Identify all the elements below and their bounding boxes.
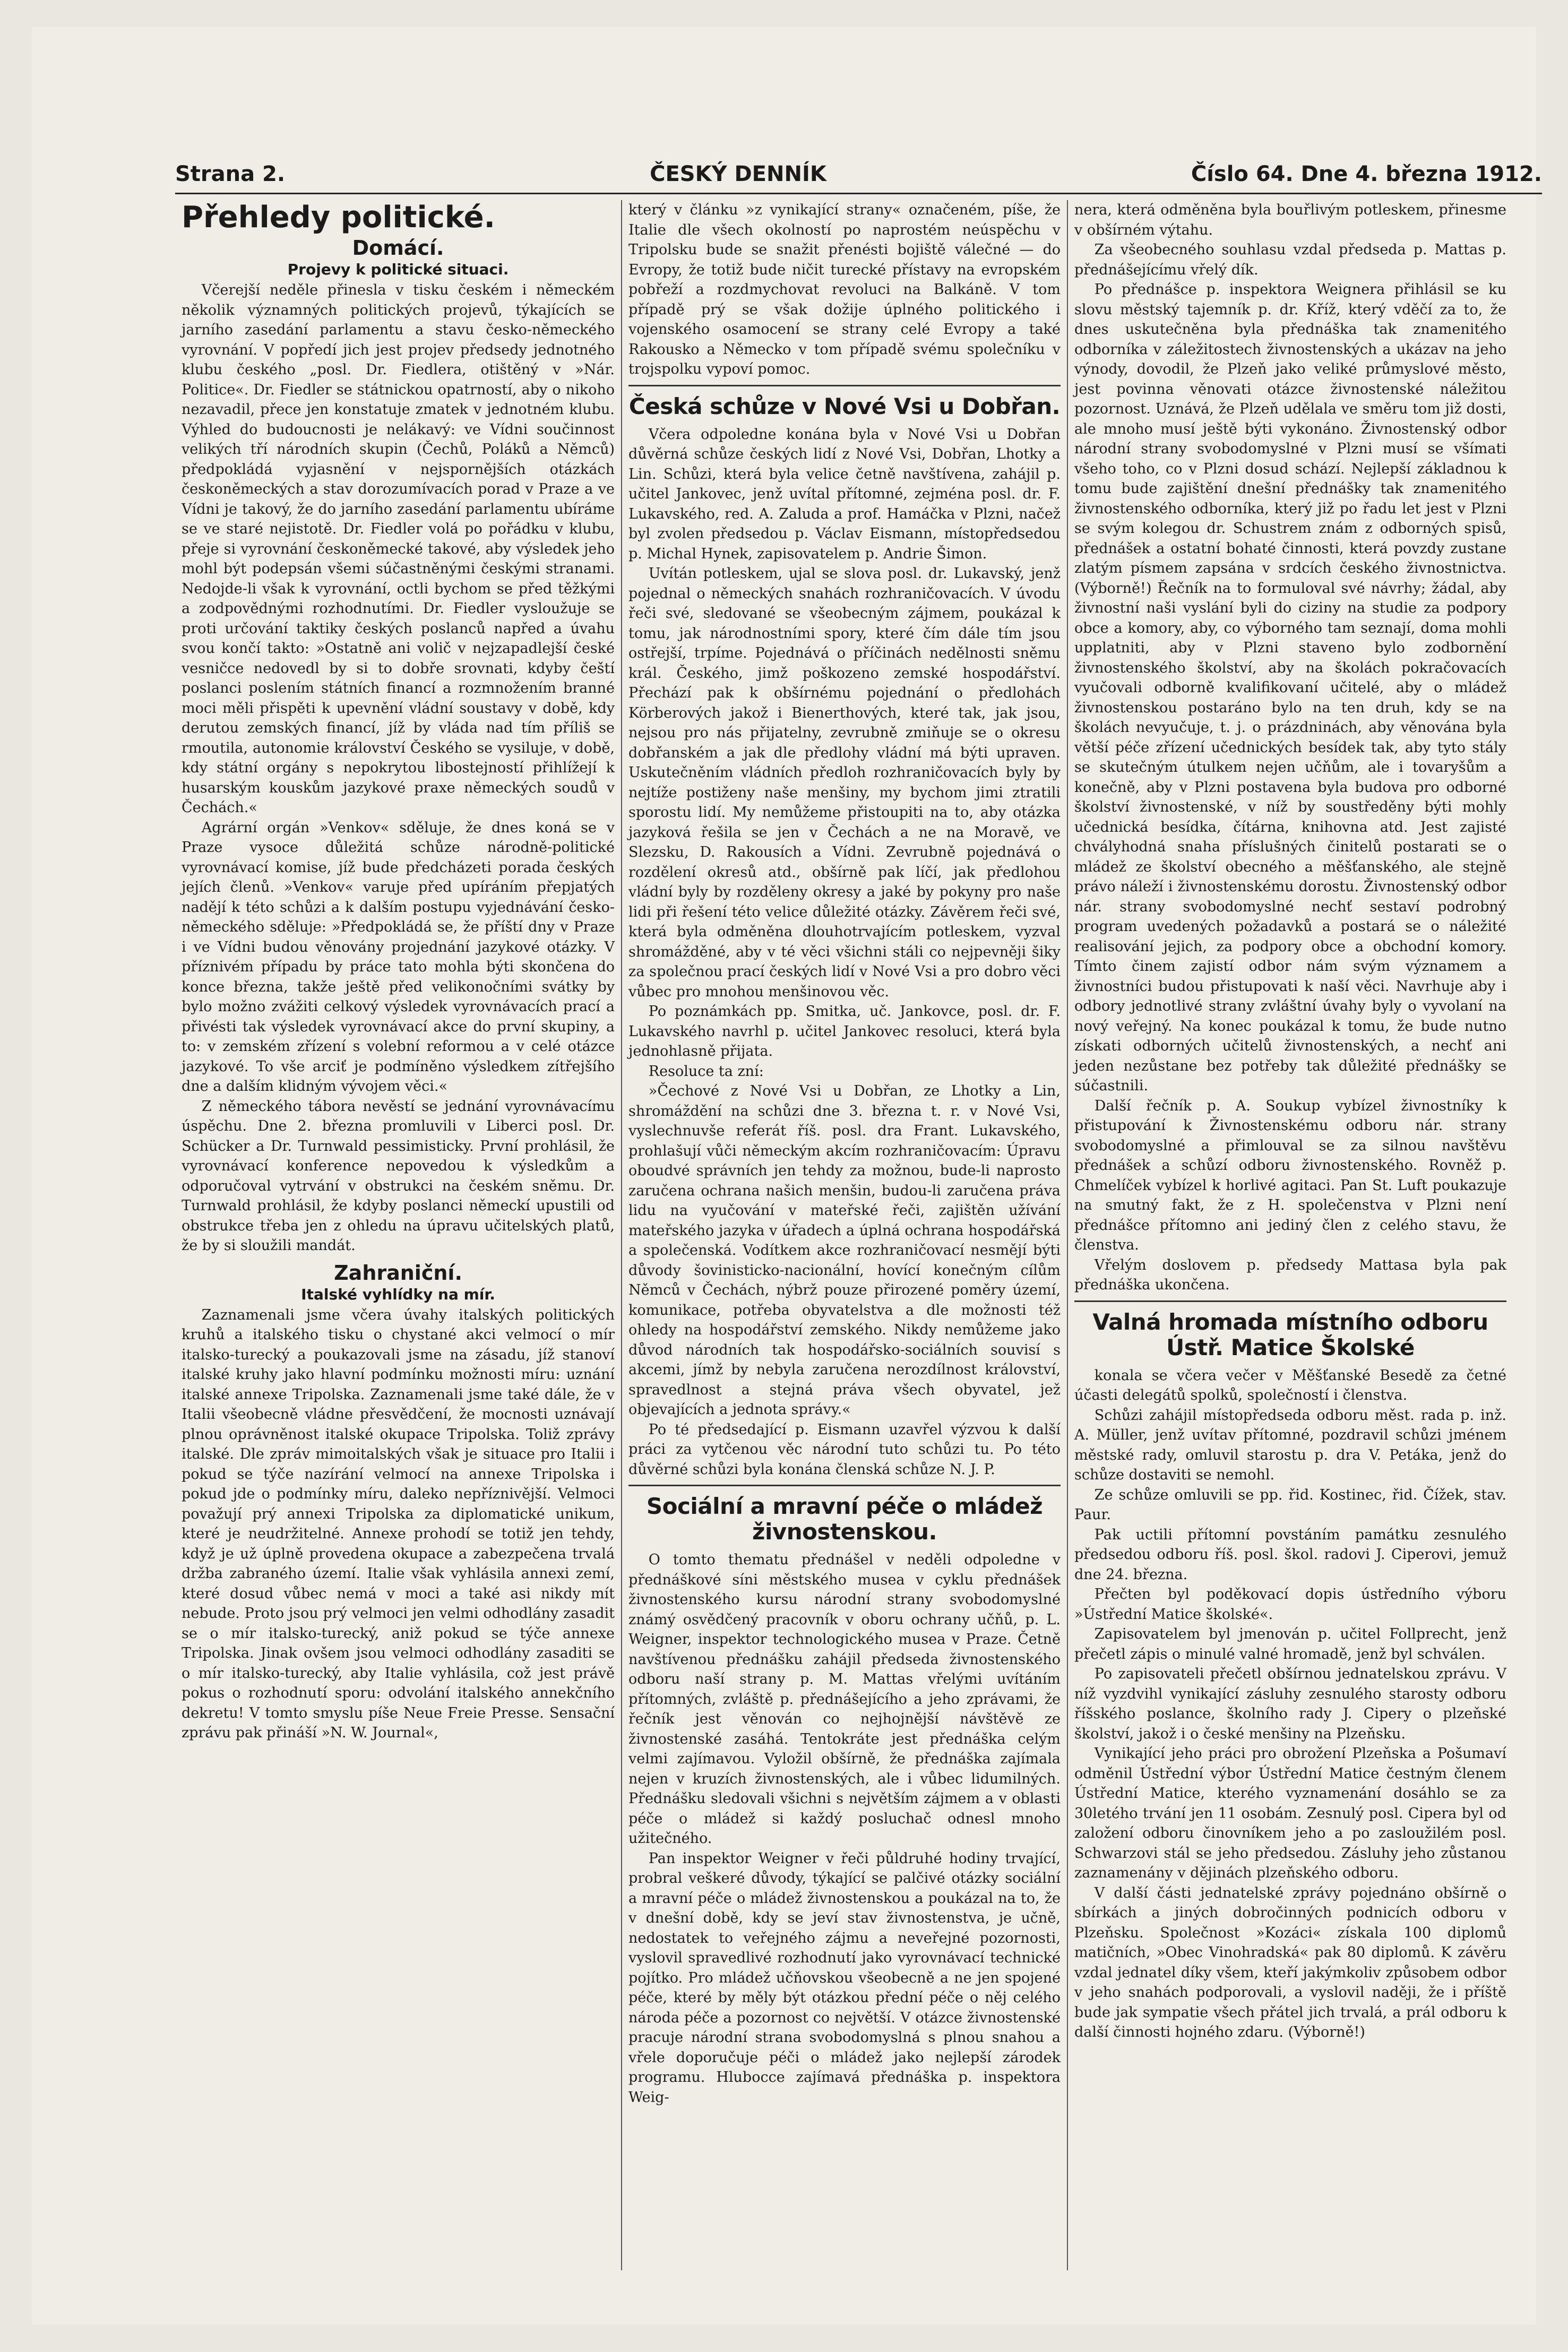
article-paragraph: Další řečník p. A. Soukup vybízel živnostníky k přistupování k Živnostenskému odboru nár. strany svobodomyslné a přimlouval se za silnou navštěvu přednášek a schůzí odboru živnostenského. Rovněž p. Chmelíček vybízel k horlivé agitaci. Pan St. Luft poukazuje na smutný fakt, že z H. společenstva v Plzni není přednášce přítomno ani jediný člen z celého stavu, že členstva.	[1074, 1097, 1506, 1253]
foreign-heading: Zahraniční.	[334, 1261, 462, 1285]
divider	[628, 385, 1061, 386]
article-paragraph: Po zapisovateli přečetl obšírnou jednatelskou zprávu. V níž vyzdvihl vynikající zásluhy zesnulého starosty odboru říšského poslance, školního rady J. Cipery o plzeňské školství, jakož i o české menšiny na Plzeňsku.	[1074, 1666, 1506, 1742]
column-1	[175, 200, 621, 2270]
page-number: Strana 2.	[175, 162, 286, 186]
article-paragraph: nera, která odměněna byla bouřlivým potleskem, přinesme v obšírném výtahu.	[1074, 202, 1506, 238]
article-paragraph: Za všeobecného souhlasu vzdal předseda p. Mattas p. přednášejícímu vřelý dík.	[1074, 242, 1506, 278]
divider	[1074, 1300, 1506, 1302]
article-paragraph: Ze schůze omluvili se pp. řid. Kostinec, řid. Čížek, stav. Paur.	[1074, 1486, 1506, 1523]
article-paragraph: V další části jednatelské zprávy pojednáno obšírně o sbírkách a jiných dobročinných podnicích odboru v Plzeňsku. Společnost »Kozáci« získala 100 diplomů matičních, »Obec Vinohradská« pak 80 diplomů. K závěru vzdal jednatel díky všem, kteří jakýmkoliv způsobem odbor v jeho snahách podporovali, a vyslovil naději, že i příště bude jak sympatie všech přátel jich trvalá, a prál odboru k další činnosti hojného zdaru. (Výborně!)	[1074, 1884, 1506, 2040]
running-head	[175, 162, 1542, 194]
article-paragraph: Schůzi zahájil místopředseda odboru měst. rada p. inž. A. Müller, jenž uvítav přítomné, pozdravil schůzi jménem městské rady, omluvil starostu p. dra V. Petáka, jenž do schůze dostaviti se nemohl.	[1074, 1407, 1506, 1483]
article-headline: Valná hromada místního odboru Ústř. Matice Školské	[1092, 1308, 1488, 1360]
article-paragraph: Resoluce ta zní:	[648, 1063, 764, 1080]
column-3	[1067, 200, 1513, 2270]
article-paragraph: Po poznámkách pp. Smitka, uč. Jankovce, posl. dr. F. Lukavského navrhl p. učitel Jankovec resoluci, která byla jednohlasně přijata.	[628, 1003, 1061, 1059]
article-paragraph: který v článku »z vynikající strany« označeném, píše, že Italie dle všech okolností po naprostém neúspěchu v Tripolsku bude se snažit přenésti bojiště válečné — do Evropy, že totiž bude ničit turecké přístavy na evropském pobřeží a rozdmychovat revoluci na Balkáně. V tom případě prý se však dožije úplného politického i vojenského osamocení se strany celé Evropy a také Rakousko a Německo v tom případě svému společníku v trojspolku vypoví pomoc.	[628, 202, 1061, 377]
article-paragraph: Po přednášce p. inspektora Weignera přihlásil se ku slovu městský tajemník p. dr. Kříž, který vděčí za to, že dnes uskutečněna byla přednáška tak znamenitého odborníka v záležitostech živnostenských a ukázav na jeho výnody, dovodil, že Plzeň jako veliké průmyslové město, jest povinna věnovati otázce živnostenské náležitou pozornost. Uznává, že Plzeň udělala ve směru tom již dosti, ale mnoho musí ještě býti vykonáno. Živnostenský odbor národní strany svobodomyslné v Plzni musí se všímati všeho toho, co v Plzni dosud schází. Nejlepší základnou k tomu bude zajištění dnešní přednášky tak znamenitého živnostenského odborníka, který již po řadu let jest v Plzni se svým kolegou dr. Schustrem znám z odborných spisů, přednášek a ostatní bohaté činnosti, která povzdy zustane zlatým písmem zapsána v srdcích českého živnostnictva. (Výborně!) Řečník na to formuloval své návrhy; žádal, aby živnostní naši vyslání byli do ciziny na studie za podpory obce a komory, aby, co výborného tam seznají, doma mohli upplatniti, aby v Plzni staveno bylo zodbornění živnostenského školství, aby na školách pokračovacích vyučovali odborně kvalifikovaní učitelé, aby o mládež živnostenskou postaráno bylo na ten druh, kdy se na školách nevyučuje, t. j. o prázdninách, aby věnována byla větší péče zřízení učednických besídek tak, aby tyto stály se skutečným útulkem nejen učňům, ale i tovaryšům a konečně, aby v Plzni postavena byla budova pro odborné školství živnostenské, v níž by soustředěny býti mohly učednická besídka, čítárna, knihovna atd. Jest zajisté chvályhodná snaha příslušných činitelů postarati se o mládež ze školství obecného a měšťanského, ale stejně právo náleží i živnostenskému dorostu. Živnostenský odbor nár. strany svobodomyslné nechť sestaví podrobný program uvedených požadavků a postará se o náležité realisování jejich, za podpory obce a obchodní komory. Tímto činem zajistí odbor nám svým významem a živnostníci budou přistupovati k naší věci. Navrhuje aby i odbory jednotlivé strany zvláštní úvahy byly o vyvolaní na nový veřejný. Na konec poukázal k tomu, že bude nutno získati odborných učitelů živnostenských, a nechť ani jeden nezůstane bez potřeby tak důležité přednášky se súčastnili.	[1074, 281, 1506, 1094]
article-headline: Sociální a mravní péče o mládež živnostenskou.	[646, 1493, 1043, 1545]
domestic-subheading: Projevy k politické situaci.	[287, 261, 509, 278]
article-paragraph: Včerejší neděle přinesla v tisku českém i německém několik významných politických projevů, týkajících se jarního zasedání parlamentu a stavu česko-německého vyrovnání. V popředí jich jest projev předsedy jednotného klubu českého „posl. Dr. Fiedlera, otištěný v »Nár. Politice«. Dr. Fiedler se státnickou opatrností, aby o nikoho nezavadil, přece jen konstatuje zmatek v jednotném klubu. Výhled do budoucnosti je nelákavý: ve Vídni součinnost velikých tří národních skupin (Čechů, Poláků a Němců) předpokládá vyjasnění v nejspornějších otázkách českoněmeckých a stav dorozumívacích porad v Praze a ve Vídni je takový, že do jarního zasedání parlamentu ubíráme se ve staré nejistotě. Dr. Fiedler volá po pořádku v klubu, přeje si vyrovnání českoněmecké takové, aby výsledek jeho mohl být podepsán všemi súčastněnými českými stranami. Nedojde-li však k vyrovnání, octli bychom se před těžkými a zodpovědnými rozhodnutími. Dr. Fiedler vysloužuje se proti určování taktiky českých poslanců napřed a úvahu svou končí takto: »Ostatně ani volič v nejzapadlejší české vesničce nedovedl by si to dobře srovnati, kdyby čeští poslanci poslením státních financí a rozmnožením branné moci měli přispěti k upevnění vládní soustavy v době, kdy derutou zemských financí, jíž by vláda nad tím příliš se rmoutila, autonomie království Českého se vysiluje, v době, kdy státní orgány s nepokrytou libostejností přihlížejí k husarským kouskům jazykové praxe německých soudů v Čechách.«	[182, 282, 615, 816]
article-paragraph: Zapisovatelem byl jmenován p. učitel Follprecht, jenž přečetl zápis o minulé valné hromadě, jenž byl schválen.	[1074, 1626, 1506, 1662]
article-paragraph: Z německého tábora nevěstí se jednání vyrovnávacímu úspěchu. Dne 2. března promluvili v Liberci posl. Dr. Schücker a Dr. Turnwald pessimisticky. První prohlásil, že vyrovnávací konference nepovedou k výsledkům a odporučoval vytrvání v obstrukci na českém sněmu. Dr. Turnwald prohlásil, že kdyby poslanci německí upustili od obstrukce třeba jen z ohledu na úpravu učitelských platů, že by si sloužili mandát.	[182, 1098, 615, 1254]
section-title: Přehledy politické.	[182, 200, 495, 235]
issue-date: Číslo 64. Dne 4. března 1912.	[1191, 162, 1542, 186]
foreign-subheading: Italské vyhlídky na mír.	[301, 1285, 495, 1303]
column-2	[621, 200, 1067, 2270]
article-paragraph: konala se včera večer v Měšťanské Besedě za četné účasti delegátů spolků, společností i členstva.	[1074, 1367, 1506, 1403]
article-paragraph: Uvítán potleskem, ujal se slova posl. dr. Lukavský, jenž pojednal o německých snahách rozhraničovacích. V úvodu řeči své, sledované se všeobecným zájmem, poukázal k tomu, jak národnostními spory, které čím dále tím jsou ostřejší, trpíme. Pojednává o příčinách nedělnosti sněmu král. Českého, jimž poškozeno zemské hospodářství. Přechází pak k obšírnému pojednání o předlohách Körberových jakož i Bienerthových, které tak, jak jsou, nejsou pro nás přijatelny, zevrubně zmiňuje se o okresu dobřanském a jak dle předlohy vládní má býti upraven. Uskutečněním vládních předloh rozhraničovacích byly by nejtíže postiženy naše menšiny, my bychom jimi ztratili sporostu lidí. My nemůžeme přistoupiti na to, aby otázka jazyková řešila se jen v Čechách a ne na Moravě, ve Slezsku, D. Rakousích a Vídni. Zevrubně pojednává o rozdělení okresů atd., obšírně pak líčí, jak předlohou vládní byly by rozděleny okresy a jaké by pokyny pro naše lidi při řešení této velice důležité otázky. Závěrem řeči své, která byla odměněna dlouhotrvajícím potleskem, vyzval shromážděné, aby v té věci všichni stáli co nejpevněji šiky za společnou prací českých lidí v Nové Vsi a pro dobro věci vůbec pro mnohou menšinovou věc.	[628, 565, 1061, 1000]
article-paragraph: Pak uctili přítomní povstáním památku zesnulého předsedou odboru říš. posl. škol. radovi J. Ciperovi, jemuž dne 24. března.	[1074, 1526, 1506, 1583]
article-paragraph: Vynikající jeho práci pro obrožení Plzeňska a Pošumaví odměnil Ústřední výbor Ústřední Matice čestným členem Ústřední Matice, kterého vyznamenání dosáhlo se za 30letého trvání jen 11 osobám. Zesnulý posl. Cipera byl od založení odboru činovníkem jeho a po zasloužilém posl. Schwarzovi stál se jeho předsedou. Zásluhy jeho zůstanou zaznamenány v dějinách plzeňského odboru.	[1074, 1745, 1506, 1881]
article-paragraph: »Čechové z Nové Vsi u Dobřan, ze Lhotky a Lin, shromáždění na schůzi dne 3. března t. r. v Nové Vsi, vyslechnuvše referát říš. posl. dra Frant. Lukavského, prohlašují vůči německým akcím rozhraničovacím: Úpravu oboudvé správních jen tehdy za možnou, bude-li naprosto zaručena ochrana našich menšin, budou-li zaručena práva lidu na vyučování v mateřské řeči, zajištěn užívání mateřského jazyka v úřadech a úplná ochrana hospodářská a společenská. Vodítkem akce rozhraničovací nesmějí býti důvody šovinisticko-nacionální, hovící konečným cílům Němců v Čechách, nýbrž pouze přirozené poměry území, komunikace, potřeba obyvatelstva a dle možnosti též ohledy na hospodářství zemského. Nikdy nemůžeme jako důvod národních tak hospodářsko-sociálních souvisí s akcemi, jímž by nebyla zaručena nerozdílnost království, spravedlnost a stejná práva všech obyvatel, jež objevajících a jednota správy.«	[628, 1083, 1061, 1418]
newspaper-sheet	[32, 27, 1542, 2325]
newspaper-page	[175, 162, 1542, 2285]
article-paragraph: Po té předsedající p. Eismann uzavřel výzvou k další práci za vytčenou věc národní tuto schůzi tu. Po této důvěrné schůzi byla konána členská schůze N. J. P.	[628, 1421, 1061, 1478]
divider	[628, 1485, 1061, 1486]
columns	[175, 200, 1542, 2270]
article-paragraph: Agrární orgán »Venkov« sděluje, že dnes koná se v Praze vysoce důležitá schůze národně-politické vyrovnávací komise, jíž bude předcházeti porada českých jejích členů. »Venkov« varuje před upíráním přepjatých nadějí k této schůzi a k dalším postupu vyjednávání česko-německého sděluje: »Předpokládá se, že příští dny v Praze i ve Vídni budou věnovány projednání jazykové otázky. V příznivém případu by práce tato mohla býti skončena do konce března, takže ještě před velikonočními svátky by bylo možno zvážiti celkový výsledek vyrovnávacích prací a přivésti tak výsledek vyrovnávací akce do první skupiny, a to: v zemském zřízení s volební reformou a v celé otázce jazykové. To vše arciť je podmíněno výsledkem zítřejšího dne a dalším klidným vývojem věci.«	[182, 819, 615, 1095]
domestic-heading: Domácí.	[352, 236, 444, 260]
masthead-title: ČESKÝ DENNÍK	[650, 162, 826, 186]
article-paragraph: Včera odpoledne konána byla v Nové Vsi u Dobřan důvěrná schůze českých lidí z Nové Vsi, Dobřan, Lhotky a Lin. Schůzi, která byla velice četně navštívena, zahájil p. učitel Jankovec, jenž uvítal přítomné, zejména posl. dr. F. Lukavského, red. A. Zaluda a prof. Hamáčka v Plzni, načež byl zvolen předsedou p. Václav Eismann, místopředsedou p. Michal Hynek, zapisovatelem p. Andrie Šimon.	[628, 426, 1061, 562]
article-headline: Česká schůze v Nové Vsi u Dobřan.	[628, 393, 1061, 419]
article-paragraph: Pan inspektor Weigner v řeči půldruhé hodiny trvající, probral veškeré důvody, týkající se palčivé otázky sociální a mravní péče o mládež živnostenskou a poukázal na to, že v dnešní době, kdy se jeví stav živnostenstva, je učně, nedostatek to veřejného zájmu a neveřejné pozornosti, vyslovil spravedlivé rozhodnutí jako vyrovnávací technické pojítko. Pro mládež učňovskou všeobecně a ne jen spojené péče, které by měly být otázkou přední péče o něj celého národa péče a pozornost co největší. V otázce živnostenské pracuje národní strana svobodomyslná s plnou snahou a vřele doporučuje péči o mládež jako nejlepší zárodek programu. Hlubocce zajímavá přednáška p. inspektora Weig-	[628, 1850, 1061, 2106]
article-paragraph: Zaznamenali jsme včera úvahy italských politických kruhů a italského tisku o chystané akci velmocí o mír italsko-turecký a poukazovali jsme na zásadu, jíž stanoví italské kruhy jako hlavní podmínku možnosti míru: uznání italské annexe Tripolska. Zaznamenali jsme také dále, že v Italii všeobecně vládne přesvědčení, že mocnosti uznávají plnou oprávněnost italské okupace Tripolska. Toliž zprávy italské. Dle zpráv mimoitalských však je situace pro Italii i pokud se týče nazírání velmocí na annexe Tripolska i pokud jde o podmínky míru, daleko nepříznivější. Velmoci považují prý annexi Tripolska za diplomatické unikum, které je neudržitelné. Annexe prohodí se totiž jen tehdy, když je už úplně provedena okupace a zabezpečena trvalá držba zabraného území. Italie však vyhlásila annexi zemí, které dosud vůbec nemá v moci a také asi nikdy mít nebude. Proto jsou prý velmoci jen velmi odhodlány zasadit se o mír italsko-turecký, aniž pokud se týče annexe Tripolska. Jinak ovšem jsou velmoci odhodlány zasaditi se o mír italsko-turecký, aby Italie vyhlásila, což jest právě pokus o rozhodnutí sporu: odvolání italského annekčního dekretu! V tomto smyslu píše Neue Freie Presse. Sensační zprávu pak přináší »N. W. Journal«,	[182, 1306, 615, 1741]
article-paragraph: O tomto thematu přednášel v neděli odpoledne v přednáškové síni městského musea v cyklu přednášek živnostenského kursu národní strany svobodomyslné známý osvědčený pracovník v oboru ochrany učňů, p. L. Weigner, inspektor technologického musea v Praze. Četně navštívenou přednášku zahájil předseda živnostenského odboru naší strany p. M. Mattas vřelými uvítáním přítomných, zvláště p. přednášejícího a jeho zprávami, že řečník jest věnován co nejhojnější návštěvě ze živnostenské zasáhá. Tentokráte jest přednáška celým velmi zajímavou. Vyložil obšírně, že přednáška zajímala nejen v kruzích živnostenských, ale i vůbec lidumilných. Přednášku sledovali všichni s největším zájmem a v oblasti péče o mládež si každý posluchač odnesl mnoho užitečného.	[628, 1552, 1061, 1847]
article-paragraph: Vřelým doslovem p. předsedy Mattasa byla pak přednáška ukončena.	[1074, 1256, 1506, 1293]
article-paragraph: Přečten byl poděkovací dopis ústředního výboru »Ústřední Matice školské«.	[1074, 1586, 1506, 1623]
